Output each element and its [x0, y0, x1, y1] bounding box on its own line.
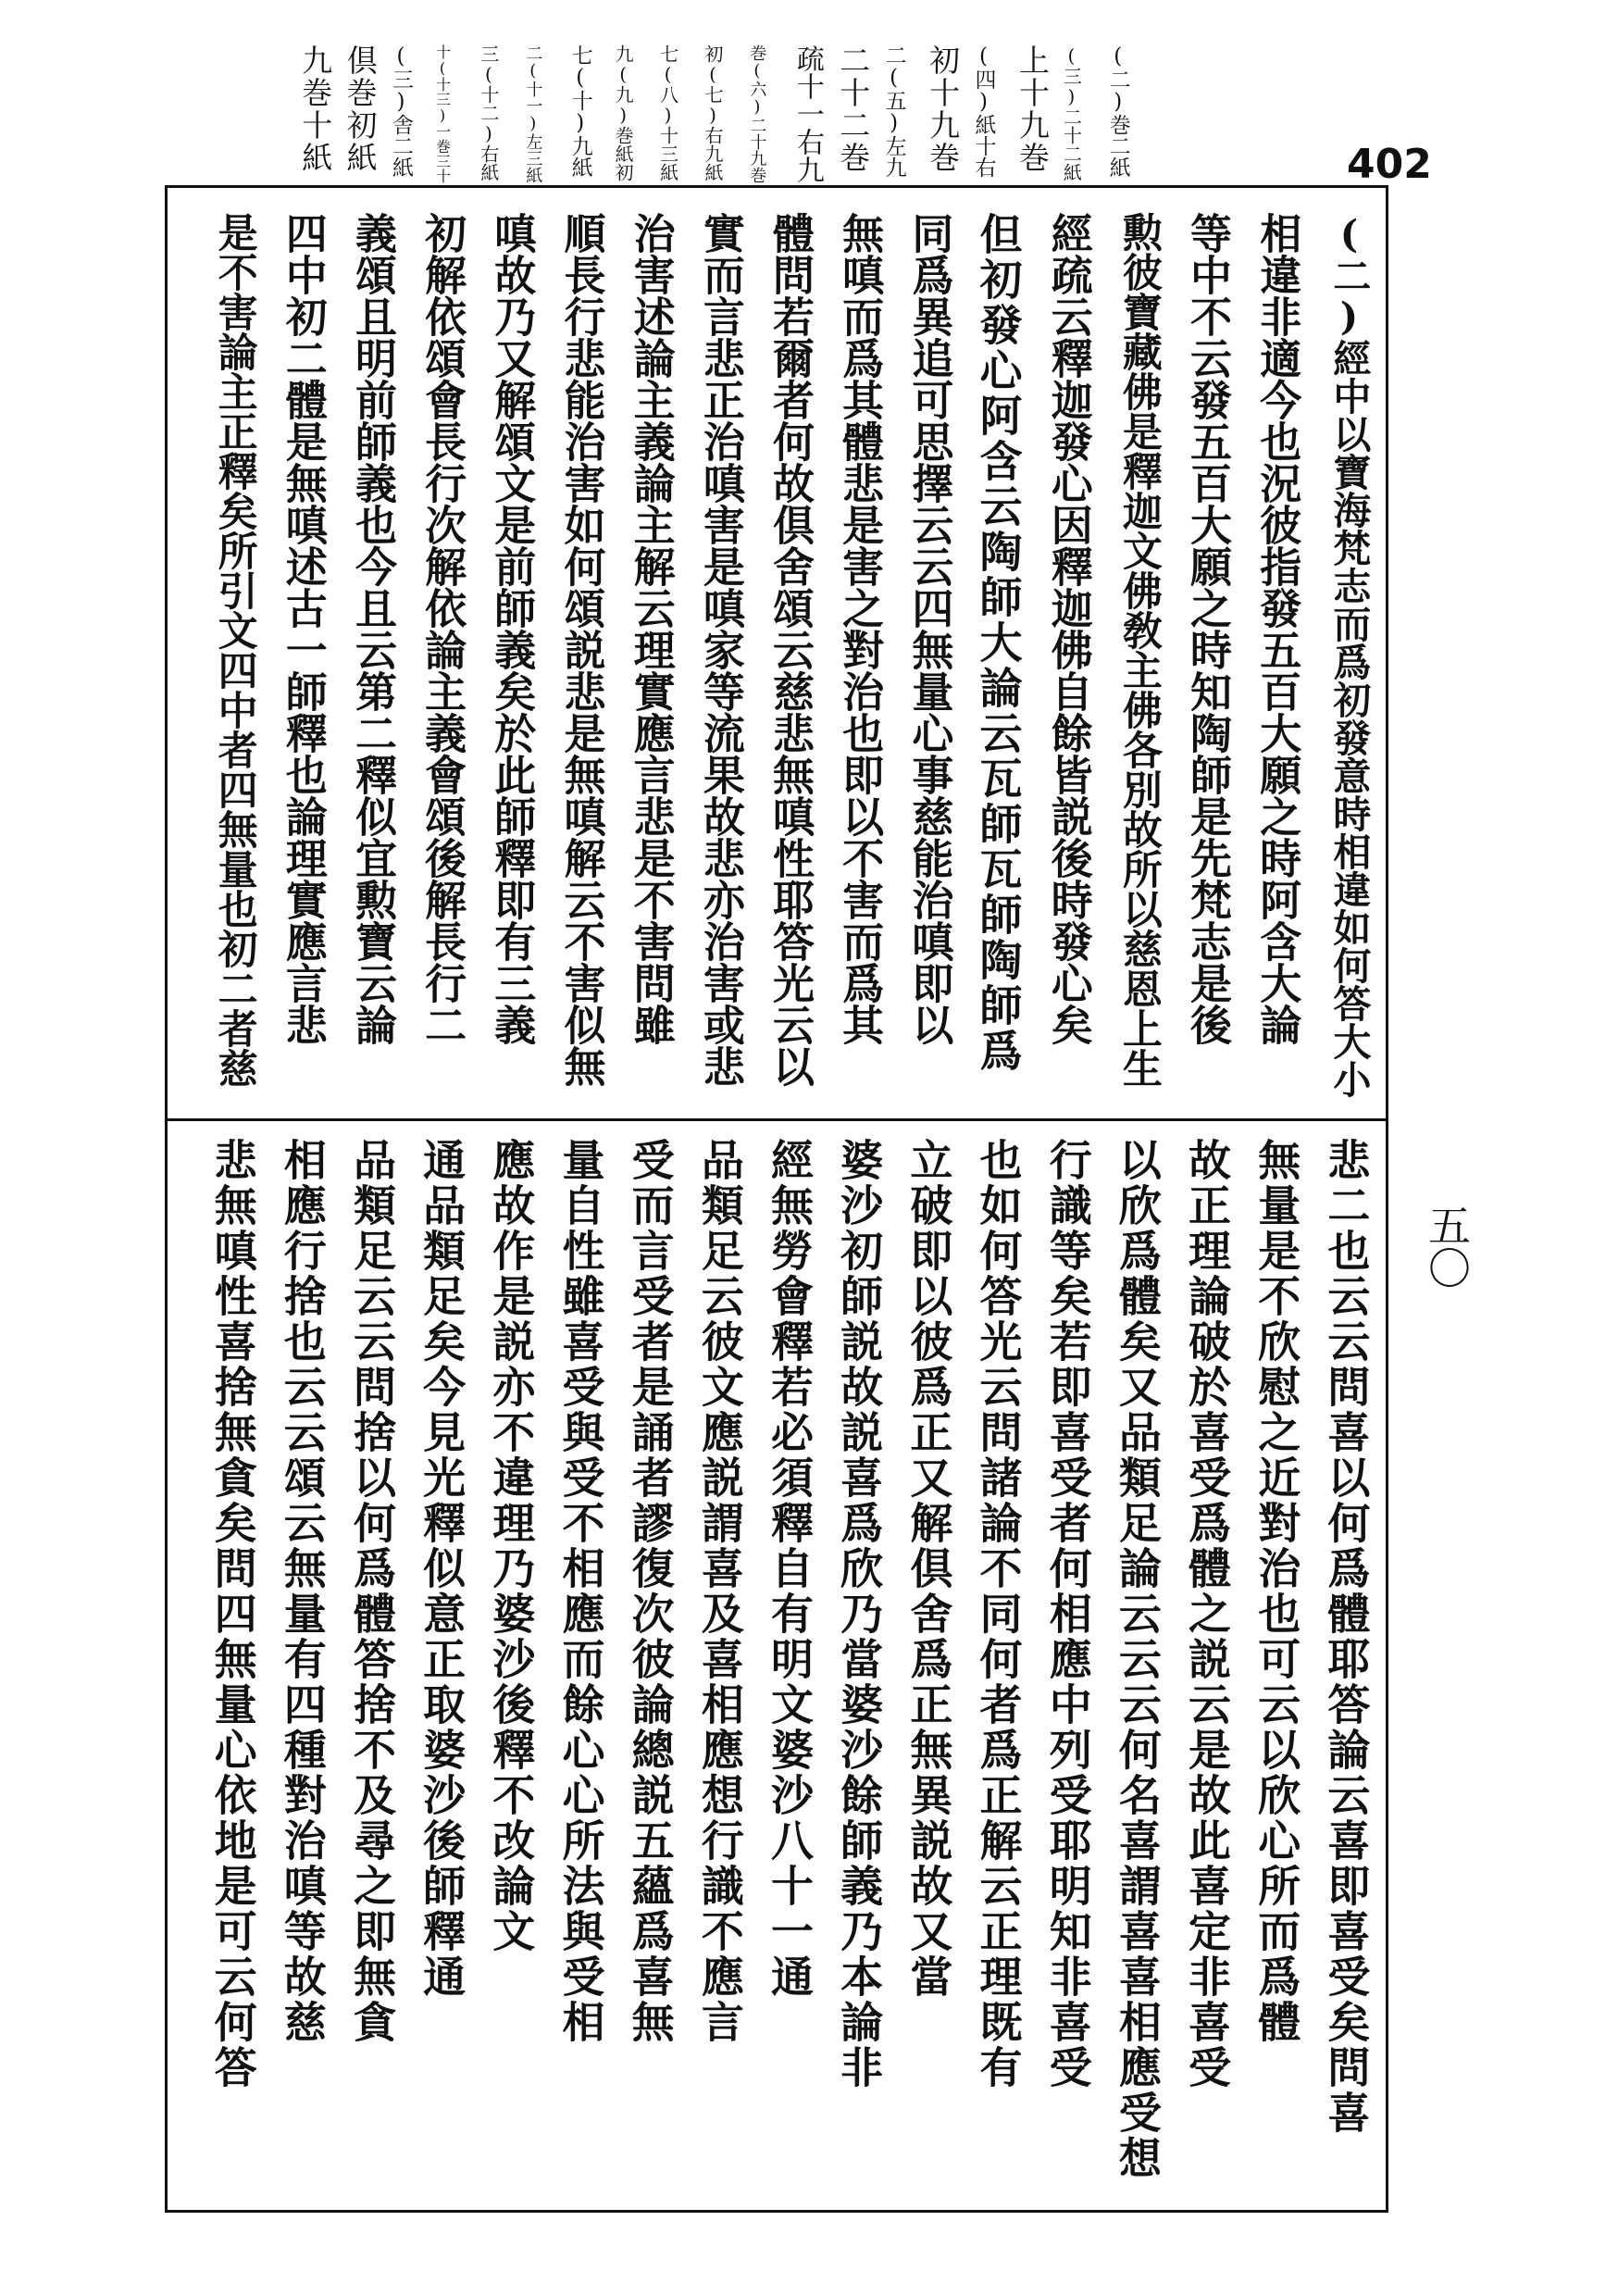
text-column: 通品類足矣今見光釋似意正取婆沙後師釋通 — [417, 1138, 467, 2000]
text-column: 等中不云發五百大願之時知陶師是先梵志是後 — [1183, 212, 1233, 1045]
text-column: 悲二也云云問喜以何爲體耶答論云喜即喜受矣問喜 — [1321, 1138, 1372, 2136]
collation-note: (四)紙十右 — [971, 44, 996, 178]
text-column: 相應行捨也云云頌云無量有四種對治嗔等故慈 — [277, 1138, 328, 2045]
text-column: 但初發心阿含云陶師大論云瓦師瓦師陶師爲 — [973, 212, 1024, 1074]
text-column: 悲無嗔性喜捨無貪矣問四無量心依地是可云何答 — [207, 1138, 258, 2090]
collation-note: 初十九巻 — [925, 44, 962, 174]
text-column: 也如何答光云問諸論不同何者爲正解云正理既有 — [973, 1138, 1024, 2090]
text-column: 以欣爲體矣又品類足論云云云何名喜謂喜喜相應受想 — [1112, 1138, 1163, 2181]
text-column: 故正理論破於喜受爲體之説云是故此喜定非喜受 — [1182, 1138, 1233, 2090]
text-column: 立破即以彼爲正又解倶舍爲正無異説故又當 — [903, 1138, 954, 2000]
text-column: 嗔故乃又解頌文是前師義矣於此師釋即有三義 — [487, 212, 537, 1045]
upper-text-block — [186, 212, 1372, 1101]
lower-text-block — [186, 1138, 1372, 2193]
text-column: 是不害論主正釋矣所引文四中者四無量也初二者慈 — [211, 212, 258, 1088]
text-frame — [165, 185, 1388, 2213]
page-number: 402 — [1347, 141, 1432, 188]
text-column: 無量是不欣慰之近對治也可云以欣心所而爲體 — [1251, 1138, 1302, 2045]
collation-note: 十(十三)一巻三十 — [433, 44, 452, 183]
collation-note: (三)二十二紙 — [1060, 44, 1083, 181]
collation-note: 九(九)巻紙初 — [612, 44, 635, 181]
text-column: 品類足云云問捨以何爲體答捨不及尋之即無貪 — [346, 1138, 397, 2045]
text-column: 相違非適今也況彼指發五百大願之時阿含大論 — [1252, 212, 1302, 1045]
text-column: 品類足云彼文應説謂喜及喜相應想行識不應言 — [694, 1138, 745, 2045]
collation-note: 二(十一)左三紙 — [523, 44, 543, 183]
collation-note: 二(五)左九 — [881, 44, 906, 178]
text-column: 受而言受者是誦者謬復次彼論總説五蘊爲喜無 — [625, 1138, 676, 2045]
collation-note: 二十二巻 — [835, 44, 872, 174]
text-column: 初解依頌會長行次解依論主義會頌後解長行二 — [417, 212, 467, 1045]
collation-note: 倶巻初紙 — [342, 44, 379, 174]
text-column: 治害述論主義論主解云理實應言悲是不害問雖 — [626, 212, 676, 1045]
collation-note: 巻(六)二十九巻 — [747, 44, 767, 183]
text-column: 體問若爾者何故倶舍頌云慈悲無嗔性耶答光云以 — [765, 212, 815, 1087]
collation-note: 七(八)十三紙 — [656, 44, 679, 181]
collation-note: 三(十二)右紙 — [477, 44, 500, 181]
text-column: 量自性雖喜受與受不相應而餘心心所法與受相 — [555, 1138, 606, 2045]
collation-note: (三)舎二紙 — [389, 44, 414, 178]
text-column: 行識等矣若即喜受者何相應中列受耶明知非喜受 — [1042, 1138, 1093, 2090]
text-column: 應故作是説亦不違理乃婆沙後釋不改論文 — [486, 1138, 537, 1954]
collation-note: 九巻十紙 — [297, 44, 334, 174]
text-column: 經無勞會釋若必須釋自有明文婆沙八十一通 — [765, 1138, 815, 2000]
text-column: (二)經中以寶海梵志而爲初發意時相違如何答大小 — [1326, 212, 1372, 1098]
text-column: 婆沙初師説故説喜爲欣乃當婆沙餘師義乃本論非 — [834, 1138, 885, 2090]
text-column: 經疏云釋迦發心因釋迦佛自餘皆説後時發心矣 — [1043, 212, 1093, 1045]
collation-notes — [294, 44, 1146, 183]
text-column: 同爲異追可思擇云云四無量心事慈能治嗔即以 — [904, 212, 954, 1045]
text-column: 勲彼寶藏佛是釋迦文佛敎主佛各別故所以慈恩上生 — [1115, 212, 1163, 1088]
text-column: 無嗔而爲其體悲是害之對治也即以不害而爲其 — [835, 212, 885, 1045]
text-column: 四中初二體是無嗔述古一師釋也論理實應言悲 — [278, 212, 328, 1045]
text-column: 順長行悲能治害如何頌説悲是無嗔解云不害似無 — [556, 212, 606, 1087]
collation-note: 疏十一右九 — [790, 44, 824, 183]
collation-note: 七(十)九紙 — [567, 44, 592, 178]
section-divider — [168, 1118, 1386, 1121]
text-column: 實而言悲正治嗔害是嗔家等流果故悲亦治害或悲 — [695, 212, 745, 1087]
collation-note: 上十九巻 — [1014, 44, 1051, 174]
side-page-number: 五〇 — [1422, 1204, 1472, 1289]
text-column: 義頌且明前師義也今且云第二釋似宜勲寶云論 — [347, 212, 397, 1045]
collation-note: 初(七)右九紙 — [702, 44, 724, 181]
collation-note: (二)巻二紙 — [1105, 44, 1130, 178]
